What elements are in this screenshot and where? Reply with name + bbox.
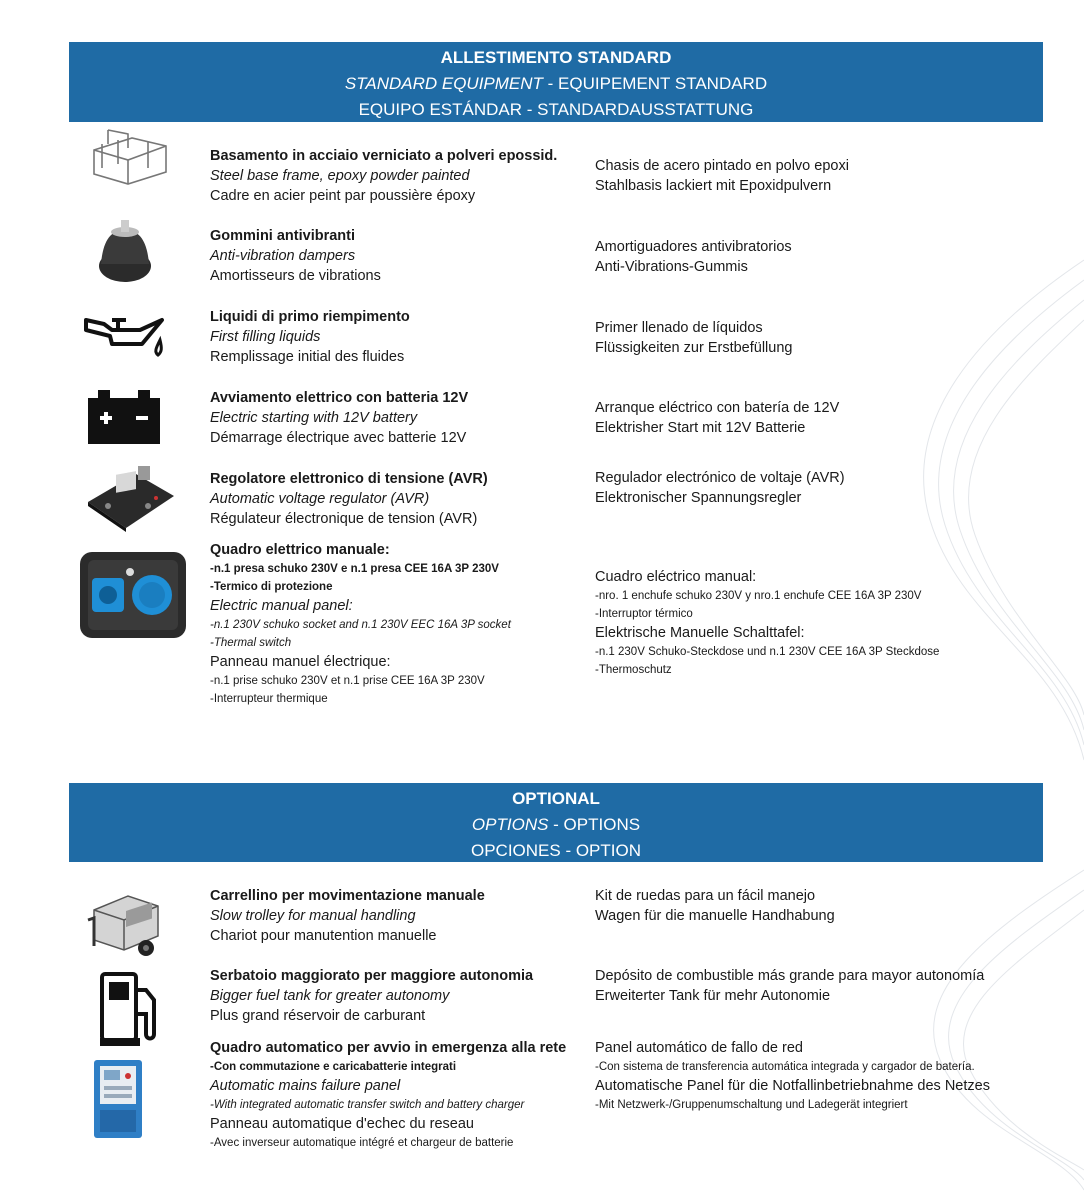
banner-subtitle-es-de: EQUIPO ESTÁNDAR - STANDARDAUSSTATTUNG bbox=[358, 100, 754, 119]
option-fuel-tank bbox=[210, 966, 533, 1026]
avr-board-icon bbox=[86, 462, 176, 532]
item-avr bbox=[210, 469, 488, 529]
item-detail-fr-2: -Interrupteur thermique bbox=[210, 693, 328, 705]
item-text-en: Electric starting with 12V battery bbox=[210, 410, 418, 426]
item-text-it: Gommini antivibranti bbox=[210, 228, 356, 244]
item-text-it: Liquidi di primo riempimento bbox=[210, 309, 410, 325]
item-filling-liquids bbox=[210, 307, 410, 367]
item-text-de: Elektrisher Start mit 12V Batterie bbox=[595, 420, 806, 436]
item-detail-en-2: -Thermal switch bbox=[210, 637, 292, 649]
item-text-fr: Chariot pour manutention manuelle bbox=[210, 928, 437, 944]
battery-icon bbox=[88, 390, 160, 444]
banner-title: ALLESTIMENTO STANDARD bbox=[440, 48, 672, 67]
item-text-en: Automatic voltage regulator (AVR) bbox=[210, 491, 430, 507]
item-text-en: Anti-vibration dampers bbox=[210, 248, 356, 264]
item-detail-es-1: -Con sistema de transferencia automática integrada y cargador de batería. bbox=[595, 1061, 975, 1073]
item-text-es: Arranque eléctrico con batería de 12V bbox=[595, 400, 840, 416]
item-detail-de-1: -n.1 230V Schuko-Steckdose und n.1 230V CEE 16A 3P Steckdose bbox=[595, 646, 940, 658]
item-text-es: Chasis de acero pintado en polvo epoxi bbox=[595, 158, 849, 174]
option-fuel-tank-es-de bbox=[595, 966, 984, 1006]
option-trolley bbox=[210, 886, 485, 946]
item-text-de: Anti-Vibrations-Gummis bbox=[595, 259, 748, 275]
item-text-es: Kit de ruedas para un fácil manejo bbox=[595, 888, 816, 904]
banner-subtitle-fr: - OPTIONS bbox=[548, 815, 641, 834]
item-text-fr: Amortisseurs de vibrations bbox=[210, 268, 381, 284]
item-text-en: Automatic mains failure panel bbox=[210, 1078, 401, 1094]
item-avr-es-de bbox=[595, 468, 845, 508]
option-trolley-es-de bbox=[595, 886, 835, 926]
item-detail-en-1: -n.1 230V schuko socket and n.1 230V EEC 16A 3P socket bbox=[210, 619, 511, 631]
item-text-de: Automatische Panel für die Notfallinbetriebnahme des Netzes bbox=[595, 1078, 990, 1094]
item-text-fr: Panneau automatique d'echec du reseau bbox=[210, 1116, 474, 1132]
item-text-es: Depósito de combustible más grande para mayor autonomía bbox=[595, 968, 985, 984]
optional-banner bbox=[69, 783, 1043, 862]
item-text-de: Wagen für die manuelle Handhabung bbox=[595, 908, 835, 924]
item-electric-start-es-de bbox=[595, 398, 839, 438]
banner-subtitle-en: OPTIONS bbox=[471, 815, 549, 834]
item-text-en: First filling liquids bbox=[210, 329, 321, 345]
fuel-pump-icon bbox=[100, 972, 162, 1046]
item-dampers bbox=[210, 226, 381, 286]
item-electric-panel bbox=[210, 540, 511, 708]
item-steel-frame-es-de bbox=[595, 156, 849, 196]
item-electric-start bbox=[210, 388, 468, 448]
banner-title: OPTIONAL bbox=[512, 789, 600, 808]
item-text-fr: Remplissage initial des fluides bbox=[210, 349, 405, 365]
item-text-es: Panel automático de fallo de red bbox=[595, 1040, 803, 1056]
banner-subtitle-es-de: OPCIONES - OPTION bbox=[470, 841, 642, 860]
item-text-it: Carrellino per movimentazione manuale bbox=[210, 888, 485, 904]
item-detail-de-2: -Thermoschutz bbox=[595, 664, 672, 676]
option-amf-panel bbox=[210, 1038, 566, 1152]
item-detail-de-1: -Mit Netzwerk-/Gruppenumschaltung und Ladegerät integriert bbox=[595, 1099, 908, 1111]
item-detail-it-1: -Con commutazione e caricabatterie integrati bbox=[210, 1061, 457, 1073]
oil-can-icon bbox=[82, 310, 170, 360]
item-text-de: Elektrische Manuelle Schalttafel: bbox=[595, 625, 805, 641]
item-text-es: Regulador electrónico de voltaje (AVR) bbox=[595, 470, 845, 486]
item-text-de: Erweiterter Tank für mehr Autonomie bbox=[595, 988, 831, 1004]
item-text-en: Bigger fuel tank for greater autonomy bbox=[210, 988, 450, 1004]
item-detail-en-1: -With integrated automatic transfer switch and battery charger bbox=[210, 1099, 525, 1111]
option-amf-panel-es-de bbox=[595, 1038, 990, 1114]
item-text-it: Avviamento elettrico con batteria 12V bbox=[210, 390, 469, 406]
item-detail-fr-1: -Avec inverseur automatique intégré et chargeur de batterie bbox=[210, 1137, 514, 1149]
item-text-fr: Cadre en acier peint par poussière époxy bbox=[210, 188, 476, 204]
item-filling-liquids-es-de bbox=[595, 318, 792, 358]
item-text-de: Elektronischer Spannungsregler bbox=[595, 490, 802, 506]
item-text-it: Quadro automatico per avvio in emergenza alla rete bbox=[210, 1040, 567, 1056]
item-detail-it-2: -Termico di protezione bbox=[210, 581, 333, 593]
item-text-fr: Régulateur électronique de tension (AVR) bbox=[210, 511, 478, 527]
item-steel-frame bbox=[210, 146, 557, 206]
item-text-de: Stahlbasis lackiert mit Epoxidpulvern bbox=[595, 178, 832, 194]
item-text-es: Cuadro eléctrico manual: bbox=[595, 569, 757, 585]
item-text-de: Flüssigkeiten zur Erstbefüllung bbox=[595, 340, 793, 356]
item-text-it: Regolatore elettronico di tensione (AVR) bbox=[210, 471, 488, 487]
item-text-es: Amortiguadores antivibratorios bbox=[595, 239, 792, 255]
item-detail-fr-1: -n.1 prise schuko 230V et n.1 prise CEE 16A 3P 230V bbox=[210, 675, 485, 687]
amf-panel-icon bbox=[92, 1058, 144, 1140]
item-text-es: Primer llenado de líquidos bbox=[595, 320, 763, 336]
item-text-en: Slow trolley for manual handling bbox=[210, 908, 416, 924]
item-text-fr: Panneau manuel électrique: bbox=[210, 654, 391, 670]
item-text-fr: Démarrage électrique avec batterie 12V bbox=[210, 430, 467, 446]
item-detail-es-1: -nro. 1 enchufe schuko 230V y nro.1 enchufe CEE 16A 3P 230V bbox=[595, 590, 922, 602]
electric-panel-icon bbox=[80, 552, 186, 638]
item-text-it: Serbatoio maggiorato per maggiore autonomia bbox=[210, 968, 534, 984]
steel-frame-icon bbox=[88, 128, 170, 186]
item-text-it: Quadro elettrico manuale: bbox=[210, 542, 390, 558]
trolley-icon bbox=[86, 890, 162, 960]
item-detail-es-2: -Interruptor térmico bbox=[595, 608, 693, 620]
banner-subtitle-en: STANDARD EQUIPMENT bbox=[344, 74, 543, 93]
item-text-en: Steel base frame, epoxy powder painted bbox=[210, 168, 470, 184]
standard-equipment-banner bbox=[69, 42, 1043, 122]
item-electric-panel-es-de bbox=[595, 567, 939, 679]
item-text-fr: Plus grand réservoir de carburant bbox=[210, 1008, 426, 1024]
item-dampers-es-de bbox=[595, 237, 792, 277]
item-text-it: Basamento in acciaio verniciato a polveri epossid. bbox=[210, 148, 558, 164]
item-detail-it-1: -n.1 presa schuko 230V e n.1 presa CEE 16A 3P 230V bbox=[210, 563, 499, 575]
anti-vibration-damper-icon bbox=[95, 220, 155, 284]
item-text-en: Electric manual panel: bbox=[210, 598, 353, 614]
banner-subtitle-fr: - EQUIPEMENT STANDARD bbox=[542, 74, 768, 93]
